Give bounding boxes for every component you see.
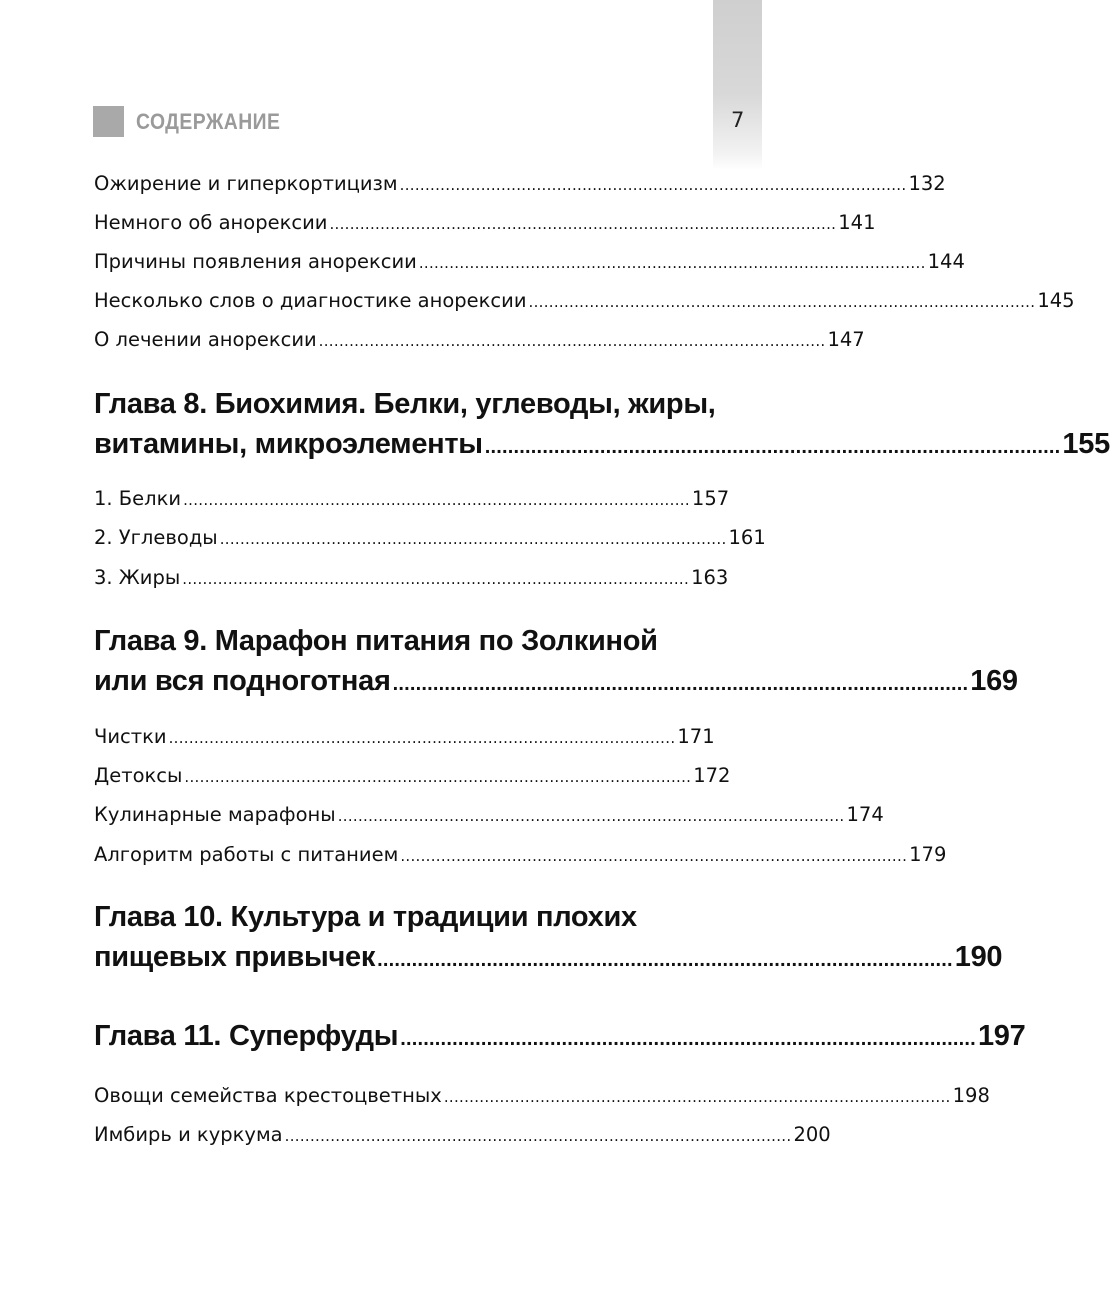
entry-page: 144 <box>927 250 965 273</box>
header-title: СОДЕРЖАНИЕ <box>136 108 281 134</box>
entry-title: Чистки <box>94 725 167 748</box>
entry-title: О лечении анорексии <box>94 328 317 351</box>
chapter-heading-10[interactable] <box>94 897 1003 980</box>
toc-entry[interactable] <box>94 1122 831 1148</box>
entry-title: Несколько слов о диагностике анорексии <box>94 289 527 312</box>
dot-leader: .................................................................................................... <box>184 768 692 786</box>
toc-entry[interactable] <box>94 724 715 750</box>
chapter-title-text: или вся подноготная <box>94 665 391 697</box>
dot-leader: .................................................................................................... <box>183 491 690 509</box>
toc-entry[interactable] <box>94 210 876 236</box>
toc-entry[interactable] <box>94 486 730 512</box>
entry-page: 172 <box>693 764 731 787</box>
chapter-title-line1: Глава 9. Марафон питания по Золкиной <box>94 625 658 657</box>
chapter-title-line1: Глава 8. Биохимия. Белки, углеводы, жиры, <box>94 388 716 420</box>
entry-title: 2. Углеводы <box>94 526 218 549</box>
entry-title: Причины появления анорексии <box>94 250 417 273</box>
toc-entry[interactable] <box>94 249 965 275</box>
header-gray-square <box>93 106 124 137</box>
dot-leader: .................................................................................................... <box>443 1088 951 1106</box>
chapter-title-line2 <box>94 424 1110 467</box>
toc-entry[interactable] <box>94 1083 990 1109</box>
entry-page: 179 <box>909 843 947 866</box>
chapter-title-line2 <box>94 937 1003 980</box>
toc-entry[interactable] <box>94 842 947 868</box>
entry-title: Алгоритм работы с питанием <box>94 843 399 866</box>
chapter-heading-8[interactable] <box>94 384 1110 467</box>
chapter-title-line <box>94 1016 1026 1059</box>
chapter-title-line1: Глава 10. Культура и традиции плохих <box>94 901 637 933</box>
entry-title: Ожирение и гиперкортицизм <box>94 172 398 195</box>
dot-leader: .................................................................................................... <box>377 949 953 971</box>
dot-leader: .................................................................................................... <box>528 293 1036 311</box>
chapter-heading-9[interactable] <box>94 621 1018 704</box>
entry-page: 171 <box>677 725 715 748</box>
dot-leader: .................................................................................................... <box>219 530 727 548</box>
entry-page: 198 <box>952 1084 990 1107</box>
toc-entry[interactable] <box>94 565 729 591</box>
entry-page: 147 <box>827 328 865 351</box>
entry-page: 132 <box>908 172 946 195</box>
page-number: 7 <box>731 108 745 132</box>
chapter-heading-11[interactable] <box>94 1016 1026 1059</box>
toc-entry[interactable] <box>94 525 766 551</box>
chapter-title-line2 <box>94 661 1018 704</box>
toc-header <box>93 106 300 137</box>
dot-leader: .................................................................................................... <box>484 436 1061 458</box>
dot-leader: .................................................................................................... <box>400 1028 976 1050</box>
dot-leader: .................................................................................................... <box>400 847 908 865</box>
entry-page: 200 <box>793 1123 831 1146</box>
chapter-page: 197 <box>977 1020 1026 1052</box>
entry-page: 161 <box>728 526 766 549</box>
page-edge-tab <box>713 0 762 170</box>
dot-leader: .................................................................................................... <box>329 215 837 233</box>
dot-leader: .................................................................................................... <box>168 729 676 747</box>
toc-entry[interactable] <box>94 288 1075 314</box>
dot-leader: .................................................................................................... <box>284 1127 792 1145</box>
chapter-title-text: пищевых привычек <box>94 941 376 973</box>
entry-title: Овощи семейства крестоцветных <box>94 1084 442 1107</box>
entry-title: 1. Белки <box>94 487 182 510</box>
chapter-title-text: витамины, микроэлементы <box>94 428 483 460</box>
dot-leader: .................................................................................................... <box>318 332 826 350</box>
entry-page: 174 <box>846 803 884 826</box>
dot-leader: .................................................................................................... <box>392 673 969 695</box>
toc-entry[interactable] <box>94 802 884 828</box>
dot-leader: .................................................................................................... <box>399 176 907 194</box>
chapter-page: 190 <box>954 941 1003 973</box>
dot-leader: .................................................................................................... <box>337 807 845 825</box>
chapter-page: 155 <box>1062 428 1110 460</box>
entry-page: 163 <box>691 566 729 589</box>
entry-title: 3. Жиры <box>94 566 181 589</box>
entry-title: Имбирь и куркума <box>94 1123 283 1146</box>
chapter-page: 169 <box>970 665 1018 697</box>
entry-title: Кулинарные марафоны <box>94 803 336 826</box>
dot-leader: .................................................................................................... <box>182 570 690 588</box>
entry-page: 157 <box>691 487 730 510</box>
entry-page: 141 <box>838 211 876 234</box>
toc-entry[interactable] <box>94 763 731 789</box>
toc-entry[interactable] <box>94 171 946 197</box>
entry-title: Немного об анорексии <box>94 211 328 234</box>
entry-title: Детоксы <box>94 764 183 787</box>
entry-page: 145 <box>1037 289 1075 312</box>
toc-entry[interactable] <box>94 327 865 353</box>
dot-leader: .................................................................................................... <box>418 254 926 272</box>
chapter-title-text: Глава 11. Суперфуды <box>94 1020 399 1052</box>
